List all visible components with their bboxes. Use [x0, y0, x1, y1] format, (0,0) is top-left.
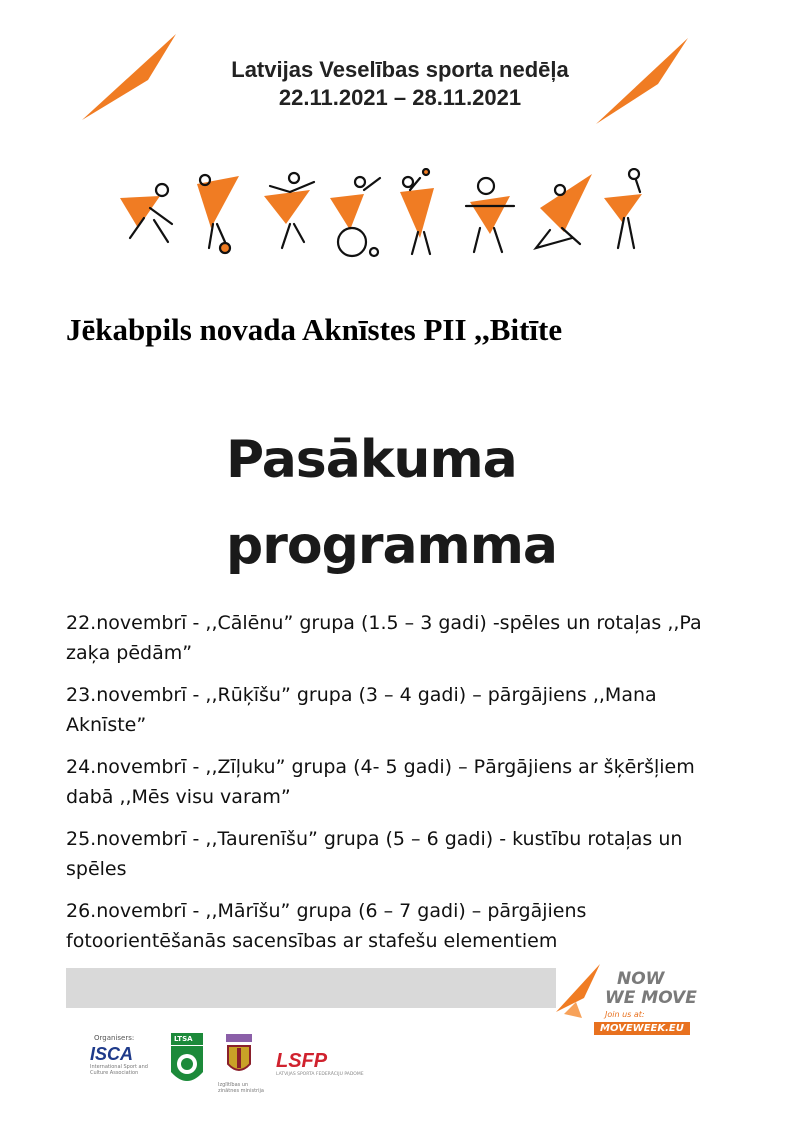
gymnast-figure-icon [466, 178, 514, 252]
now-we-move-now: NOW [617, 969, 665, 989]
event-dates: 22.11.2021 – 28.11.2021 [278, 85, 522, 110]
lsfp-logo: LSFP [276, 1050, 328, 1072]
moveweek-link[interactable]: MOVEWEEK.EU [594, 1022, 690, 1035]
thrower-figure-icon [400, 169, 434, 254]
schedule-item: 23.novembrī - ,,Rūķīšu” grupa (3 – 4 gadi) – pārgājiens ,,Mana Aknīste” [66, 684, 657, 736]
lsa-label: LTSA [174, 1035, 193, 1043]
sport-figures-illustration [110, 168, 680, 258]
schedule-item: 24.novembrī - ,,Zīļuku” grupa (4- 5 gadi) – Pārgājiens ar šķēršļiem dabā ,,Mēs visu varam” [66, 756, 695, 808]
schedule-item: 25.novembrī - ,,Taurenīšu” grupa (5 – 6 gadi) - kustību rotaļas un spēles [66, 828, 683, 880]
lsfp-subtitle: LATVIJAS SPORTA FEDERĀCIJU PADOME [276, 1072, 364, 1077]
football-figure-icon [197, 175, 239, 253]
join-us-label: Join us at: [605, 1010, 645, 1019]
wheelchair-figure-icon [330, 177, 380, 256]
runner-figure-icon [120, 184, 172, 242]
isca-subtitle: International Sport and Culture Association [90, 1064, 148, 1076]
footer-band [66, 968, 556, 1008]
schedule-list [66, 608, 726, 968]
schedule-item: 22.novembrī - ,,Cālēnu” grupa (1.5 – 3 gadi) -spēles un rotaļas ,,Pa zaķa pēdām” [66, 612, 702, 664]
jumper-figure-icon [604, 169, 642, 248]
organisers-label: Organisers: [94, 1034, 135, 1042]
dancer-figure-icon [264, 173, 314, 248]
school-title: Jēkabpils novada Aknīstes PII ,,Bitīte [66, 312, 563, 347]
ministry-label: Izglītības un zinātnes ministrija [218, 1082, 264, 1094]
isca-logo: ISCA [90, 1044, 134, 1064]
skater-figure-icon [536, 174, 592, 248]
event-title: Latvijas Veselības sporta nedēļa [231, 57, 569, 82]
coat-of-arms-icon [222, 1034, 256, 1078]
program-title-line2: programma [226, 516, 558, 576]
program-title-line1: Pasākuma [226, 430, 517, 490]
now-we-move-text: WE MOVE [605, 988, 697, 1008]
schedule-item: 26.novembrī - ,,Mārīšu” grupa (6 – 7 gadi) – pārgājiens fotoorientēšanās sacensības ar stafešu elementiem [66, 900, 587, 952]
